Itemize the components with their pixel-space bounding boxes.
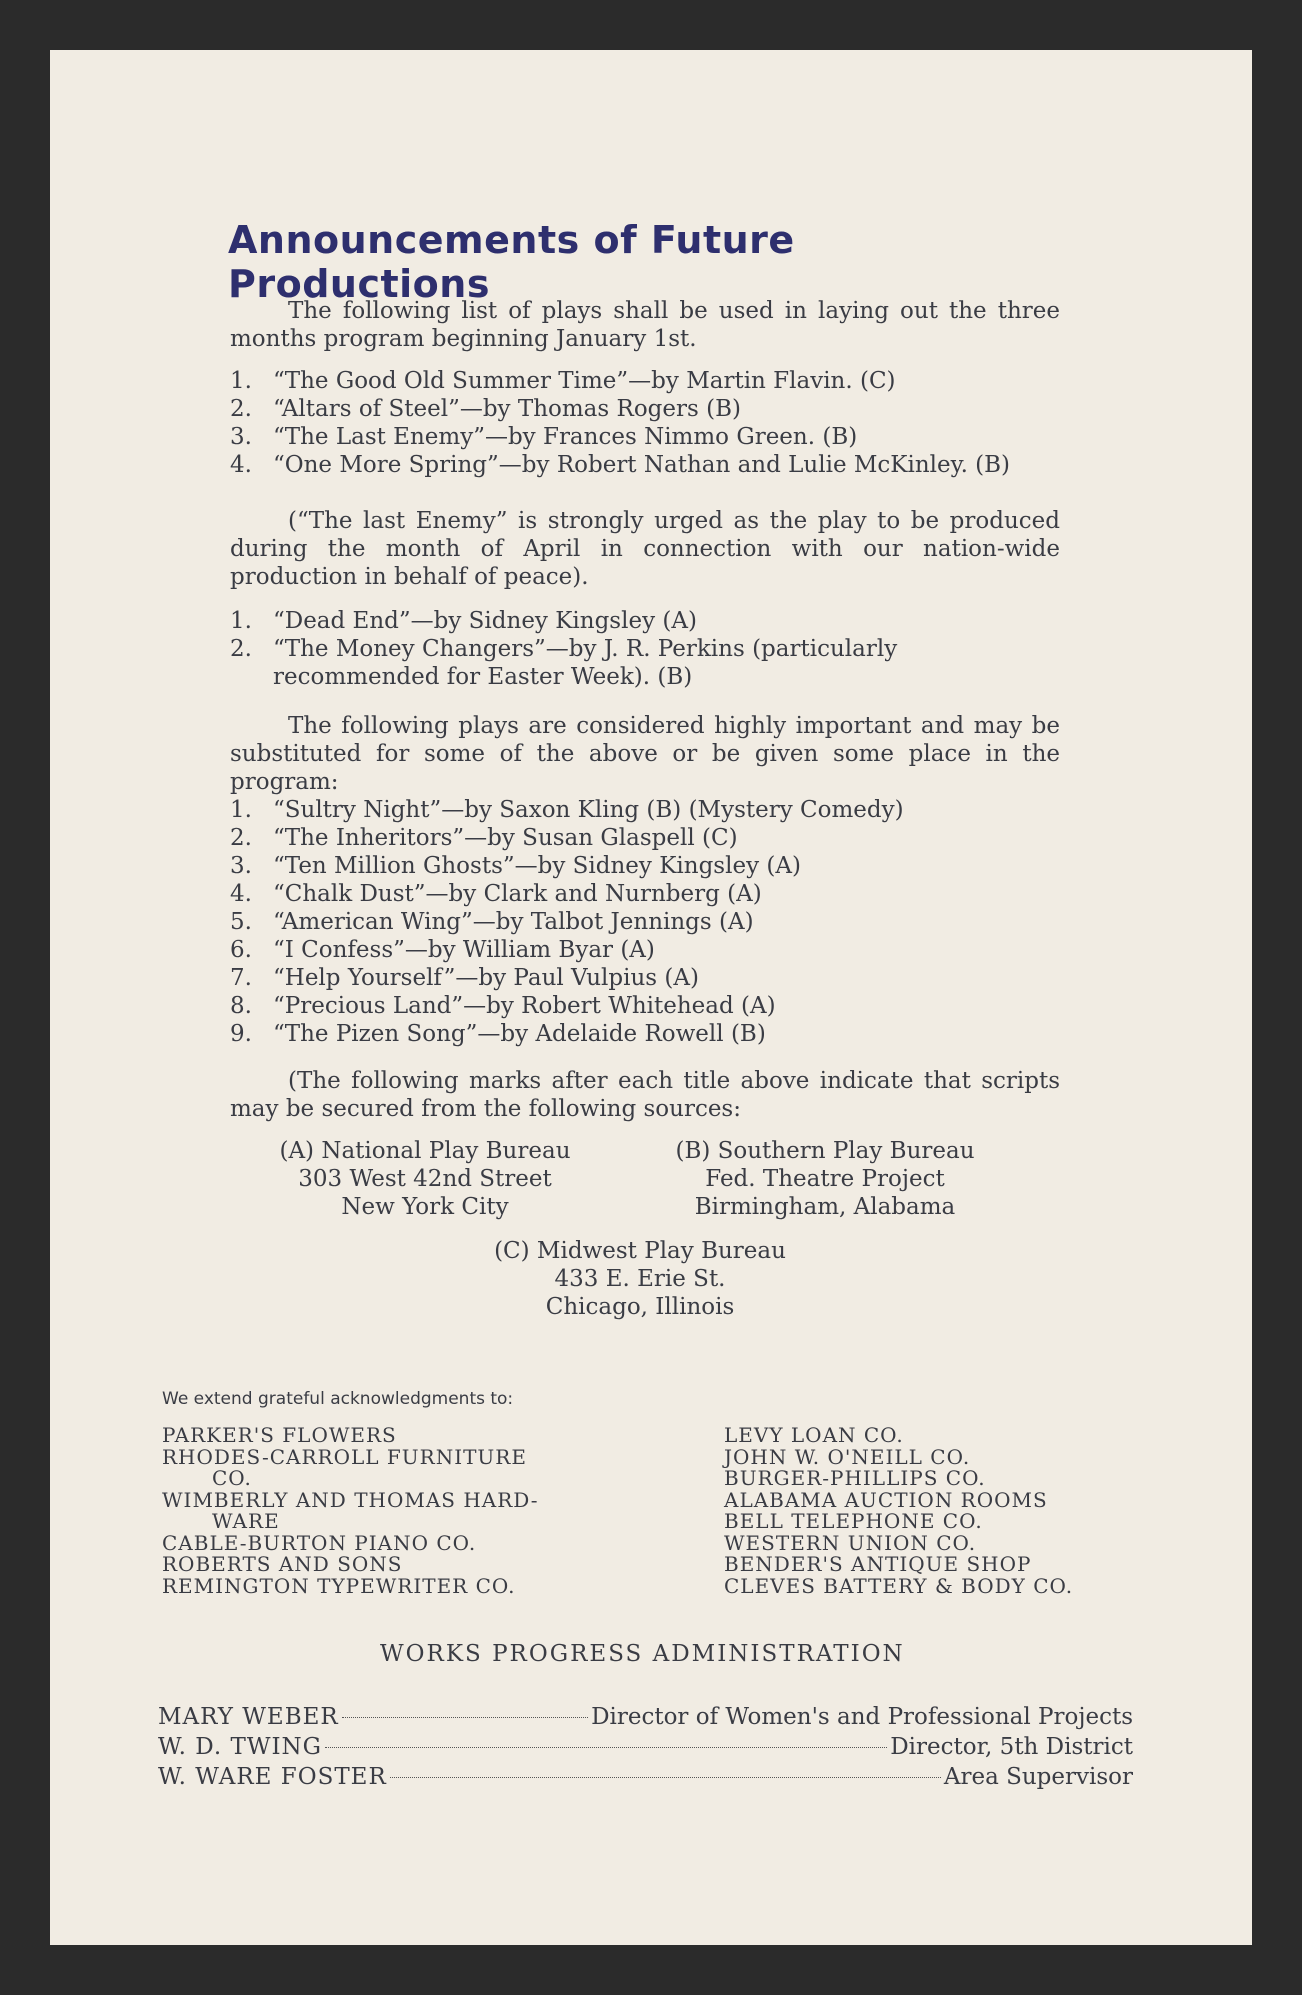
list-item xyxy=(230,852,1060,880)
source-b-line2: Fed. Theatre Project xyxy=(705,1166,945,1192)
list-item xyxy=(230,908,1060,936)
sponsor-item: BELL TELEPHONE CO. xyxy=(724,1509,983,1533)
sponsor-item: CO. xyxy=(212,1466,252,1490)
list-text: “Sultry Night”—by Saxon Kling (B) (Mystery Comedy) xyxy=(273,797,904,823)
staff-row xyxy=(158,1763,1133,1791)
sponsor-item: ROBERTS AND SONS xyxy=(162,1552,403,1576)
list-text: “I Confess”—by William Byar (A) xyxy=(273,937,655,963)
list-item xyxy=(230,880,1060,908)
sponsor-item: CLEVES BATTERY & BODY CO. xyxy=(724,1573,1074,1598)
list-item xyxy=(230,423,1060,451)
acknowledgments-left-column xyxy=(162,1425,538,1597)
list-text: “The Good Old Summer Time”—by Martin Flavin. (C) xyxy=(273,368,896,394)
sponsor-item: RHODES-CARROLL FURNITURE xyxy=(162,1444,527,1469)
acknowledgments-right-column xyxy=(724,1425,1073,1597)
last-enemy-note: (“The last Enemy” is strongly urged as the play to be produced during the month of April in connection with our nation-wide production in behalf of peace). xyxy=(230,508,1060,590)
list-number: 2. xyxy=(230,825,252,851)
list-text: “The Money Changers”—by J. R. Perkins (particularly recommended for Easter Week). (B) xyxy=(273,636,898,690)
list-item xyxy=(230,796,1060,824)
list-text: “Dead End”—by Sidney Kingsley (A) xyxy=(273,608,697,634)
sponsor-item: CABLE-BURTON PIANO CO. xyxy=(162,1530,477,1555)
list-item xyxy=(230,964,1060,992)
sponsor-item: WARE xyxy=(212,1509,280,1533)
list-number: 4. xyxy=(230,452,252,478)
list-item xyxy=(230,607,1060,635)
sponsor-item: REMINGTON TYPEWRITER CO. xyxy=(162,1573,516,1598)
list-item xyxy=(230,1020,1060,1048)
list-item xyxy=(230,451,1060,479)
source-b xyxy=(635,1137,1015,1221)
leader-dots xyxy=(325,1747,887,1748)
staff-role: Director of Women's and Professional Projects xyxy=(591,1704,1133,1730)
source-b-line1: (B) Southern Play Bureau xyxy=(675,1138,975,1164)
sponsor-item: JOHN W. O'NEILL CO. xyxy=(724,1444,971,1469)
list-text: “Precious Land”—by Robert Whitehead (A) xyxy=(273,993,776,1019)
acknowledgments-heading: We extend grateful acknowledgments to: xyxy=(162,1389,514,1409)
list-item xyxy=(230,635,1060,691)
list-number: 9. xyxy=(230,1021,252,1047)
staff-name: W. D. TWING xyxy=(158,1734,323,1760)
source-a-line1: (A) National Play Bureau xyxy=(279,1138,571,1164)
list-item xyxy=(230,395,1060,423)
list-number: 4. xyxy=(230,881,252,907)
list-text: “Ten Million Ghosts”—by Sidney Kingsley (A) xyxy=(273,853,801,879)
play-list-secondary xyxy=(230,607,1060,691)
list-item xyxy=(230,367,1060,395)
list-number: 1. xyxy=(230,797,252,823)
list-item xyxy=(230,992,1060,1020)
list-number: 1. xyxy=(230,608,252,634)
staff-name: MARY WEBER xyxy=(158,1704,339,1730)
list-text: “The Last Enemy”—by Frances Nimmo Green. (B) xyxy=(273,424,858,450)
leader-dots xyxy=(390,1777,941,1778)
sponsor-item: ALABAMA AUCTION ROOMS xyxy=(724,1487,1048,1512)
list-text: “Altars of Steel”—by Thomas Rogers (B) xyxy=(273,396,741,422)
wpa-heading: WORKS PROGRESS ADMINISTRATION xyxy=(380,1641,905,1667)
source-c-line2: 433 E. Erie St. xyxy=(554,1266,726,1292)
staff-row xyxy=(158,1733,1133,1761)
list-number: 1. xyxy=(230,368,252,394)
sponsor-item: WESTERN UNION CO. xyxy=(724,1530,977,1555)
list-item xyxy=(230,824,1060,852)
list-text: “American Wing”—by Talbot Jennings (A) xyxy=(273,909,754,935)
source-a-line3: New York City xyxy=(341,1194,509,1220)
list-number: 3. xyxy=(230,853,252,879)
staff-name: W. WARE FOSTER xyxy=(158,1764,387,1790)
list-number: 3. xyxy=(230,424,252,450)
staff-role: Area Supervisor xyxy=(943,1764,1133,1790)
source-a xyxy=(245,1137,605,1221)
page-title: Announcements of Future Productions xyxy=(228,218,795,306)
list-number: 7. xyxy=(230,965,252,991)
play-list-primary xyxy=(230,367,1060,479)
list-number: 8. xyxy=(230,993,252,1019)
list-number: 5. xyxy=(230,909,252,935)
sponsor-item: BENDER'S ANTIQUE SHOP xyxy=(724,1552,1032,1576)
source-c-line3: Chicago, Illinois xyxy=(545,1294,735,1320)
list-item xyxy=(230,936,1060,964)
list-number: 2. xyxy=(230,396,252,422)
sponsor-item: BURGER-PHILLIPS CO. xyxy=(724,1466,986,1490)
sponsor-item: WIMBERLY AND THOMAS HARD- xyxy=(162,1487,539,1512)
list-text: “Help Yourself”—by Paul Vulpius (A) xyxy=(273,965,699,991)
sponsor-item: LEVY LOAN CO. xyxy=(724,1423,904,1447)
staff-row xyxy=(158,1703,1133,1731)
leader-dots xyxy=(342,1717,588,1718)
source-a-line2: 303 West 42nd Street xyxy=(298,1166,552,1192)
source-c-line1: (C) Midwest Play Bureau xyxy=(494,1238,786,1264)
marks-intro: (The following marks after each title above indicate that scripts may be secured from the following sources: xyxy=(230,1068,1060,1122)
staff-role: Director, 5th District xyxy=(890,1734,1133,1760)
list-number: 6. xyxy=(230,937,252,963)
play-list-important xyxy=(230,796,1060,1048)
intro-paragraph: The following list of plays shall be used in laying out the three months program beginning January 1st. xyxy=(230,298,1060,352)
list-text: “The Pizen Song”—by Adelaide Rowell (B) xyxy=(273,1021,766,1047)
list-text: “One More Spring”—by Robert Nathan and Lulie McKinley. (B) xyxy=(273,452,1011,478)
list-number: 2. xyxy=(230,636,252,662)
sponsor-item: PARKER'S FLOWERS xyxy=(162,1423,397,1447)
source-b-line3: Birmingham, Alabama xyxy=(694,1194,956,1220)
list-text: “Chalk Dust”—by Clark and Nurnberg (A) xyxy=(273,881,762,907)
important-plays-intro: The following plays are considered highly important and may be substituted for some of the above or be given some place in the program: xyxy=(230,713,1060,795)
list-text: “The Inheritors”—by Susan Glaspell (C) xyxy=(273,825,738,851)
source-c xyxy=(440,1237,840,1321)
